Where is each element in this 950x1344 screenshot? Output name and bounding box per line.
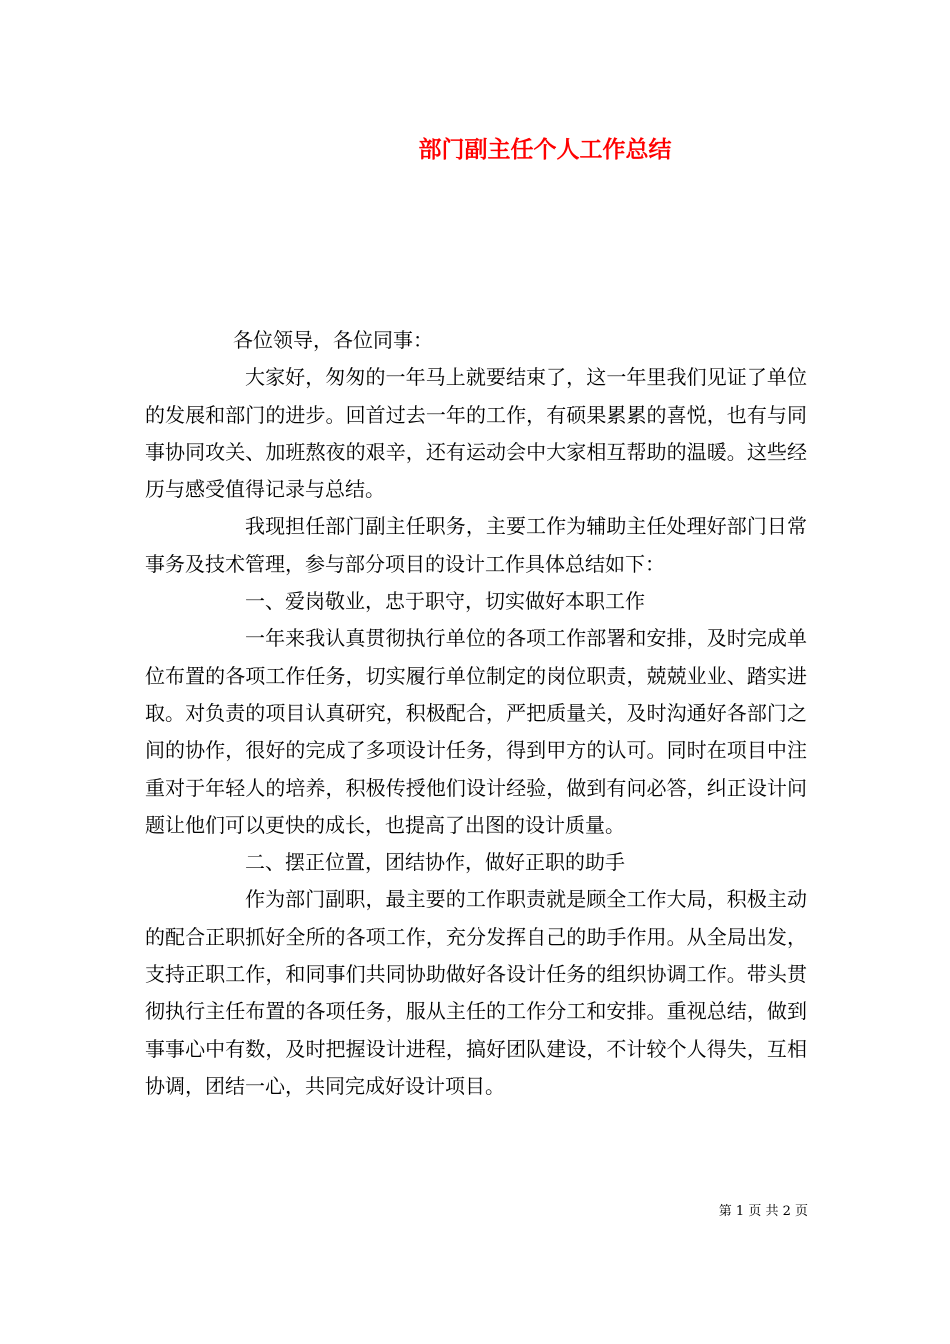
paragraph-intro: 大家好，匆匆的一年马上就要结束了，这一年里我们见证了单位的发展和部门的进步。回首过去一年的工作，有硕果累累的喜悦，也有与同事协同攻关、加班熬夜的艰辛，还有运动会中大家相互帮助的温暖。这些经历与感受值得记录与总结。 [145, 365, 807, 502]
paragraph-role: 我现担任部门副主任职务，主要工作为辅助主任处理好部门日常事务及技术管理，参与部分项目的设计工作具体总结如下： [145, 514, 807, 576]
paragraph-section-2: 作为部门副职，最主要的工作职责就是顾全工作大局，积极主动的配合正职抓好全所的各项工作，充分发挥自己的助手作用。从全局出发，支持正职工作，和同事们共同协助做好各设计任务的组织协调工作。带头贯彻执行主任布置的各项任务，服从主任的工作分工和安排。重视总结，做到事事心中有数，及时把握设计进程，搞好团队建设，不计较个人得失，互相协调，团结一心，共同完成好设计项目。 [145, 887, 807, 1098]
section-heading-2: 二、摆正位置，团结协作，做好正职的助手 [245, 850, 625, 875]
salutation: 各位领导，各位同事： [233, 328, 433, 352]
paragraph-section-1: 一年来我认真贯彻执行单位的各项工作部署和安排，及时完成单位布置的各项工作任务，切实履行单位制定的岗位职责，兢兢业业、踏实进取。对负责的项目认真研究，积极配合，严把质量关，及时沟通好各部门之间的协作，很好的完成了多项设计任务，得到甲方的认可。同时在项目中注重对于年轻人的培养，积极传授他们设计经验，做到有问必答，纠正设计问题让他们可以更快的成长，也提高了出图的设计质量。 [145, 626, 807, 837]
document-title: 部门副主任个人工作总结 [418, 136, 672, 163]
section-heading-1: 一、爱岗敬业，忠于职守，切实做好本职工作 [245, 589, 645, 614]
page-number: 第 1 页 共 2 页 [718, 1204, 808, 1219]
document-body [145, 322, 807, 1105]
